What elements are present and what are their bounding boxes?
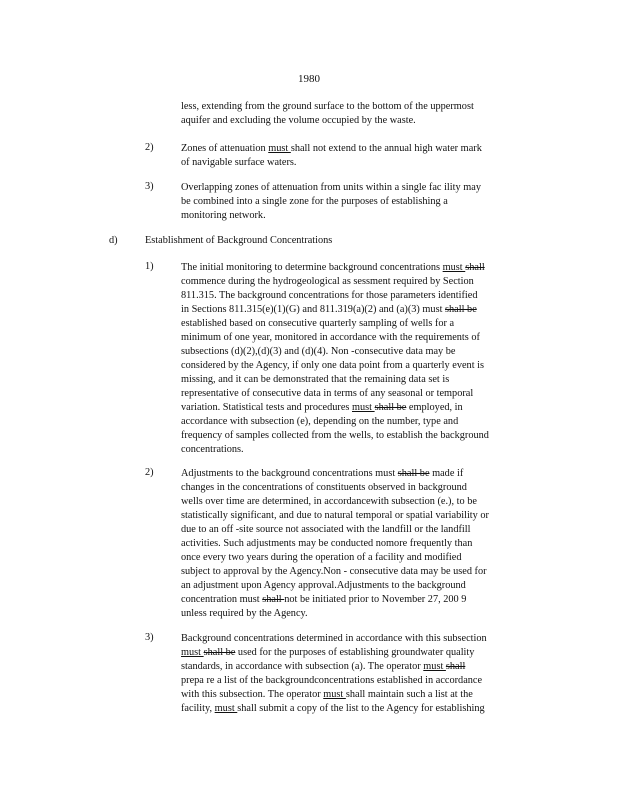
text-run: frequency of samples collected from the wells, to establish the background (181, 430, 489, 441)
text-line (181, 523, 551, 537)
text-line (181, 275, 546, 289)
text-line (181, 401, 546, 415)
text-run: Adjustments to the background concentrations must (181, 468, 398, 479)
text-run: concentration must (181, 594, 263, 605)
text-line (181, 142, 541, 156)
text-run: minimum of one year, monitored in accordance with the requirements of (181, 332, 480, 343)
text-line (181, 607, 551, 621)
text-line (181, 331, 546, 345)
text-line (181, 317, 546, 331)
text-run: not be initiated prior to November 27, 200 9 (284, 594, 467, 605)
item-label: 3) (145, 181, 154, 192)
struck-text: shall (262, 594, 285, 605)
text-line (181, 303, 546, 317)
struck-text: shall (445, 661, 466, 672)
text-run: shall maintain such a list at the (345, 689, 473, 700)
text-run: in Sections 811.315(e)(1)(G) and 811.319(a)(2) and (a)(3) must (181, 304, 446, 315)
text-run: activities. Such adjustments may be conducted nomore frequently than (181, 538, 473, 549)
text-line (181, 579, 551, 593)
text-run: wells over time are determined, in accordancewith subsection (e.), to be (181, 496, 477, 507)
page-number: 1980 (298, 73, 320, 85)
text-run: unless required by the Agency. (181, 608, 308, 619)
item-label: 2) (145, 142, 154, 153)
text-run: shall submit a copy of the list to the Agency for establishing (237, 703, 485, 714)
section-label: d) (109, 235, 118, 246)
text-run: concentrations. (181, 444, 244, 455)
text-line (181, 261, 546, 275)
text-run: of navigable surface waters. (181, 157, 297, 168)
text-run: once every two years during the operation of a facility and modified (181, 552, 462, 563)
struck-text: shall be (445, 304, 477, 315)
text-run: employed, in (406, 402, 463, 413)
text-line (181, 495, 551, 509)
struck-text: shall be (397, 468, 430, 479)
text-line (181, 181, 541, 195)
text-line (181, 509, 551, 523)
text-run: prepa re a list of the backgroundconcentrations established in accordance (181, 675, 483, 686)
item-label: 2) (145, 467, 154, 478)
struck-text: shall be (203, 647, 236, 658)
text-run: an adjustment upon Agency approval.Adjustments to the background (181, 580, 466, 591)
text-line (181, 632, 546, 646)
text-line (181, 565, 551, 579)
text-line (181, 674, 546, 688)
item-label: 1) (145, 261, 154, 272)
underlined-text: must (323, 689, 346, 700)
text-line (181, 373, 546, 387)
text-line (181, 359, 546, 373)
text-run: variation. Statistical tests and procedures (181, 402, 352, 413)
text-run: Background concentrations determined in accordance with this subsection (181, 633, 487, 644)
text-line (181, 443, 546, 457)
item-c2-text (181, 142, 541, 170)
text-line (181, 387, 546, 401)
text-run: used for the purposes of establishing groundwater quality (235, 647, 475, 658)
text-run: considered by the Agency, if only one data point from a quarterly event is (181, 360, 484, 371)
text-line (181, 429, 546, 443)
text-line (181, 209, 541, 223)
text-run: commence during the hydrogeological as sessment required by Section (181, 276, 474, 287)
text-line (181, 415, 546, 429)
text-run: Overlapping zones of attenuation from units within a single fac ility may (181, 182, 481, 193)
text-run: 811.315. The background concentrations for those parameters identified (181, 290, 478, 301)
text-run: due to an off -site source not associated with the landfill or the landfill (181, 524, 471, 535)
text-run: missing, and it can be demonstrated that the remaining data set is (181, 374, 450, 385)
underlined-text: must (181, 647, 204, 658)
underlined-text: must (423, 661, 446, 672)
text-line (181, 660, 546, 674)
text-run: The initial monitoring to determine background concentrations (181, 262, 443, 273)
text-run: subsections (d)(2),(d)(3) and (d)(4). Non -consecutive data may be (181, 346, 456, 357)
item-label: 3) (145, 632, 154, 643)
text-run: with this subsection. The operator (181, 689, 324, 700)
item-d3-text (181, 632, 546, 716)
text-line: aquifer and excluding the volume occupied by the waste. (181, 115, 416, 126)
text-line (181, 481, 551, 495)
text-run: be combined into a single zone for the purposes of establishing a (181, 196, 448, 207)
text-line (181, 537, 551, 551)
item-d2-text (181, 467, 551, 621)
text-run: subject to approval by the Agency.Non - consecutive data may be used for (181, 566, 487, 577)
text-line (181, 195, 541, 209)
text-line (181, 646, 546, 660)
item-c3-text (181, 181, 541, 223)
struck-text: shall (465, 262, 485, 273)
paragraph-c-continuation (181, 100, 541, 128)
text-run: established based on consecutive quarterly sampling of wells for a (181, 318, 455, 329)
text-line (181, 702, 546, 716)
text-run: shall not extend to the annual high water mark (290, 143, 482, 154)
text-run: standards, in accordance with subsection (a). The operator (181, 661, 424, 672)
text-run: made if (429, 468, 464, 479)
underlined-text: must (442, 262, 466, 273)
underlined-text: must (268, 143, 291, 154)
section-heading: Establishment of Background Concentrations (145, 235, 333, 246)
text-run: facility, (181, 703, 215, 714)
text-line (181, 593, 551, 607)
text-run: Zones of attenuation (181, 143, 269, 154)
text-line (181, 156, 541, 170)
text-line (181, 688, 546, 702)
text-line (181, 289, 546, 303)
text-run: monitoring network. (181, 210, 266, 221)
text-run: changes in the concentrations of constituents observed in background (181, 482, 467, 493)
text-run: statistically significant, and due to natural temporal or spatial variability or (181, 510, 489, 521)
underlined-text: must (352, 402, 375, 413)
text-line (181, 467, 551, 481)
text-line (181, 551, 551, 565)
text-line (181, 345, 546, 359)
struck-text: shall be (374, 402, 407, 413)
text-run: accordance with subsection (e), depending on the number, type and (181, 416, 459, 427)
underlined-text: must (214, 703, 238, 714)
text-run: representative of consecutive data in terms of any seasonal or temporal (181, 388, 474, 399)
text-line: less, extending from the ground surface to the bottom of the uppermost (181, 101, 474, 112)
item-d1-text (181, 261, 546, 457)
